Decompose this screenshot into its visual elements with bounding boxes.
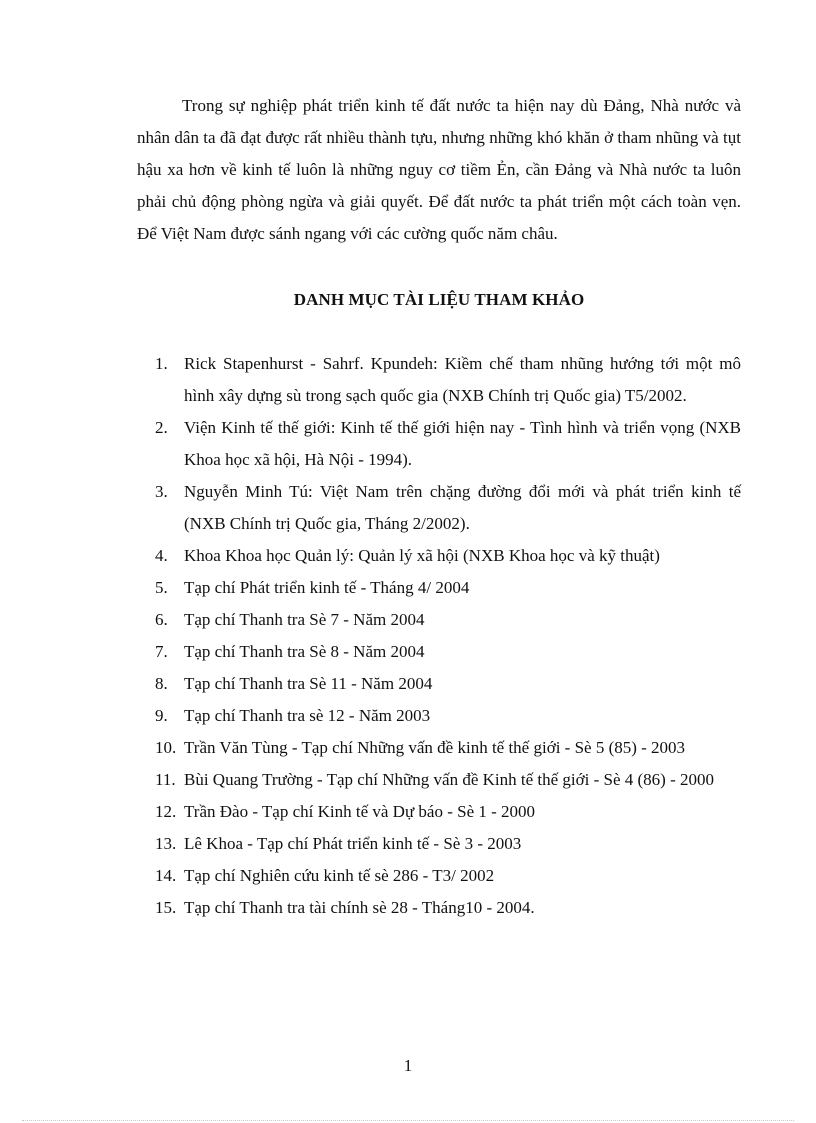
reference-number: 9. xyxy=(155,706,168,725)
reference-text: Tạp chí Phát triển kinh tế - Tháng 4/ 2004 xyxy=(184,578,470,597)
reference-number: 11. xyxy=(155,770,176,789)
reference-item xyxy=(155,860,741,892)
reference-item xyxy=(155,412,741,476)
reference-text: Tạp chí Thanh tra Sè 8 - Năm 2004 xyxy=(184,642,425,661)
reference-item xyxy=(155,892,741,924)
page-bottom-rule xyxy=(22,1120,794,1121)
intro-paragraph: Trong sự nghiệp phát triển kinh tế đất nước ta hiện nay dù Đảng, Nhà nước và nhân dân ta đã đạt được rất nhiều thành tựu, nhưng những khó khăn ở tham nhũng và tụt hậu xa hơn về kinh tế luôn là những nguy cơ tiềm Ẻn, cần Đảng và Nhà nước ta luôn phải chủ động phòng ngừa và giải quyết. Để đất nước ta phát triển một cách toàn vẹn. Để Việt Nam được sánh ngang với các cường quốc năm châu. xyxy=(137,96,741,243)
reference-number: 2. xyxy=(155,418,168,437)
reference-text: Tạp chí Thanh tra Sè 7 - Năm 2004 xyxy=(184,610,425,629)
reference-text: Tạp chí Thanh tra tài chính sè 28 - Tháng10 - 2004. xyxy=(184,898,535,917)
reference-number: 7. xyxy=(155,642,168,661)
reference-number: 5. xyxy=(155,578,168,597)
reference-number: 4. xyxy=(155,546,168,565)
reference-number: 10. xyxy=(155,738,177,757)
reference-text: Tạp chí Thanh tra Sè 11 - Năm 2004 xyxy=(184,674,433,693)
reference-item xyxy=(155,348,741,412)
reference-text: Tạp chí Nghiên cứu kinh tế sè 286 - T3/ 2002 xyxy=(184,866,495,885)
reference-number: 13. xyxy=(155,834,177,853)
reference-number: 8. xyxy=(155,674,168,693)
reference-text: Trần Văn Tùng - Tạp chí Những vấn đề kinh tế thế giới - Sè 5 (85) - 2003 xyxy=(184,738,686,757)
reference-item xyxy=(155,828,741,860)
reference-number: 12. xyxy=(155,802,177,821)
reference-item xyxy=(155,732,741,764)
reference-number: 1. xyxy=(155,354,168,373)
reference-item xyxy=(155,764,741,796)
reference-item xyxy=(155,796,741,828)
reference-item xyxy=(155,572,741,604)
reference-number: 15. xyxy=(155,898,177,917)
references-list xyxy=(155,348,741,924)
reference-number: 14. xyxy=(155,866,177,885)
reference-item xyxy=(155,540,741,572)
reference-text: Trần Đào - Tạp chí Kinh tế và Dự báo - Sè 1 - 2000 xyxy=(184,802,536,821)
reference-item xyxy=(155,604,741,636)
references-heading: DANH MỤC TÀI LIỆU THAM KHẢO xyxy=(293,290,585,309)
reference-text: Lê Khoa - Tạp chí Phát triển kinh tế - Sè 3 - 2003 xyxy=(184,834,522,853)
reference-text: Viện Kinh tế thế giới: Kinh tế thế giới hiện nay - Tình hình và triển vọng (NXB Khoa học xã hội, Hà Nội - 1994). xyxy=(184,418,741,469)
reference-text: Nguyễn Minh Tú: Việt Nam trên chặng đường đổi mới và phát triển kinh tế (NXB Chính trị Quốc gia, Tháng 2/2002). xyxy=(184,482,741,533)
reference-text: Bùi Quang Trường - Tạp chí Những vấn đề Kinh tế thế giới - Sè 4 (86) - 2000 xyxy=(184,770,714,789)
reference-number: 6. xyxy=(155,610,168,629)
reference-text: Tạp chí Thanh tra sè 12 - Năm 2003 xyxy=(184,706,431,725)
reference-item xyxy=(155,700,741,732)
reference-text: Rick Stapenhurst - Sahrf. Kpundeh: Kiềm chế tham nhũng hướng tới một mô hình xây dựng sù trong sạch quốc gia (NXB Chính trị Quốc gia) T5/2002. xyxy=(184,354,741,405)
reference-text: Khoa Khoa học Quản lý: Quản lý xã hội (NXB Khoa học và kỹ thuật) xyxy=(184,546,660,565)
reference-item xyxy=(155,668,741,700)
reference-number: 3. xyxy=(155,482,168,501)
page-number: 1 xyxy=(403,1056,413,1075)
reference-item xyxy=(155,636,741,668)
reference-item xyxy=(155,476,741,540)
